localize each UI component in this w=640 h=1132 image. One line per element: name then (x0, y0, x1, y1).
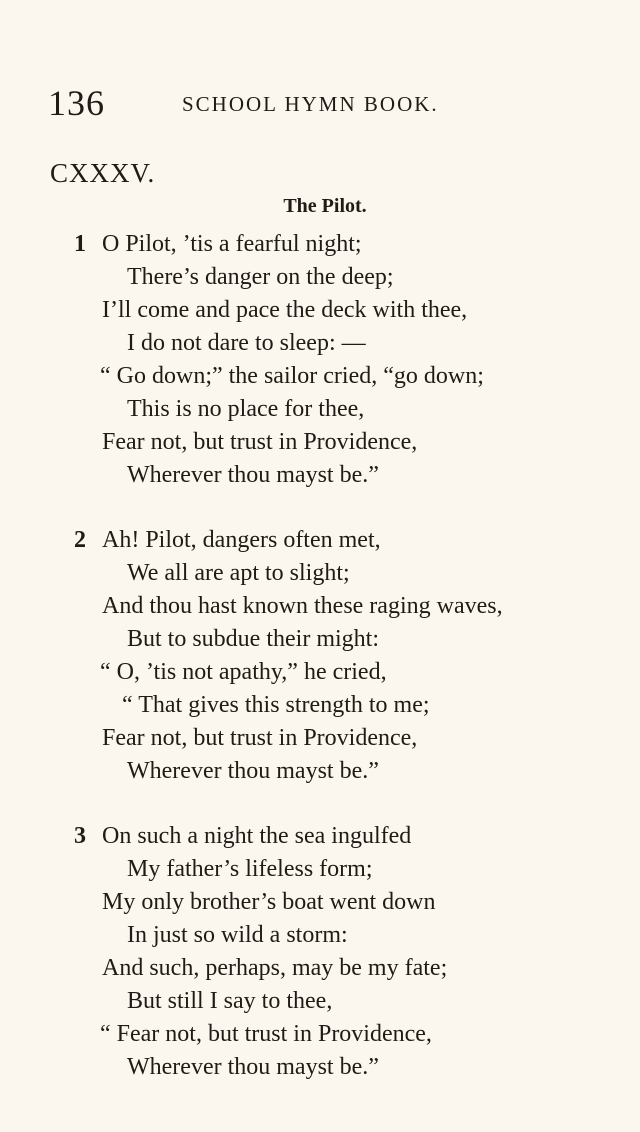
hymn-verses (0, 228, 640, 1116)
stanza-number: 2 (74, 527, 86, 553)
verse-line: And such, perhaps, may be my fate; (102, 955, 448, 981)
verse-line: But to subdue their might: (127, 626, 379, 652)
verse-line: “ Fear not, but trust in Providence, (100, 1021, 432, 1047)
verse-line: “ Go down;” the sailor cried, “go down; (100, 363, 484, 389)
verse-line: I do not dare to sleep: — (127, 330, 366, 356)
verse-line: In just so wild a storm: (127, 922, 348, 948)
verse-line: Wherever thou mayst be.” (127, 758, 379, 784)
verse-line: Fear not, but trust in Providence, (102, 725, 418, 751)
hymn-number: CXXXV. (50, 158, 156, 188)
verse-line: But still I say to thee, (127, 988, 333, 1014)
verse-line: There’s danger on the deep; (127, 264, 394, 290)
verse-line: I’ll come and pace the deck with thee, (102, 297, 468, 323)
stanza-1 (0, 228, 640, 492)
page-number: 136 (48, 83, 105, 123)
verse-line: And thou hast known these raging waves, (102, 593, 503, 619)
verse-line: O Pilot, ’tis a fearful night; (102, 231, 362, 257)
running-title: SCHOOL HYMN BOOK. (182, 92, 439, 116)
verse-line: Fear not, but trust in Providence, (102, 429, 418, 455)
verse-line: “ That gives this strength to me; (122, 692, 430, 718)
verse-line: “ O, ’tis not apathy,” he cried, (100, 659, 387, 685)
verse-line: My father’s lifeless form; (127, 856, 373, 882)
stanza-number: 1 (74, 231, 86, 257)
verse-line: This is no place for thee, (127, 396, 365, 422)
verse-line: My only brother’s boat went down (102, 889, 436, 915)
verse-line: Ah! Pilot, dangers often met, (102, 527, 381, 553)
verse-line: On such a night the sea ingulfed (102, 823, 412, 849)
verse-line: We all are apt to slight; (127, 560, 350, 586)
stanza-2 (0, 524, 640, 788)
stanza-3 (0, 820, 640, 1084)
page-header (48, 82, 600, 122)
verse-line: Wherever thou mayst be.” (127, 1054, 379, 1080)
hymn-title: The Pilot. (283, 195, 367, 217)
verse-line: Wherever thou mayst be.” (127, 462, 379, 488)
stanza-number: 3 (74, 823, 86, 849)
